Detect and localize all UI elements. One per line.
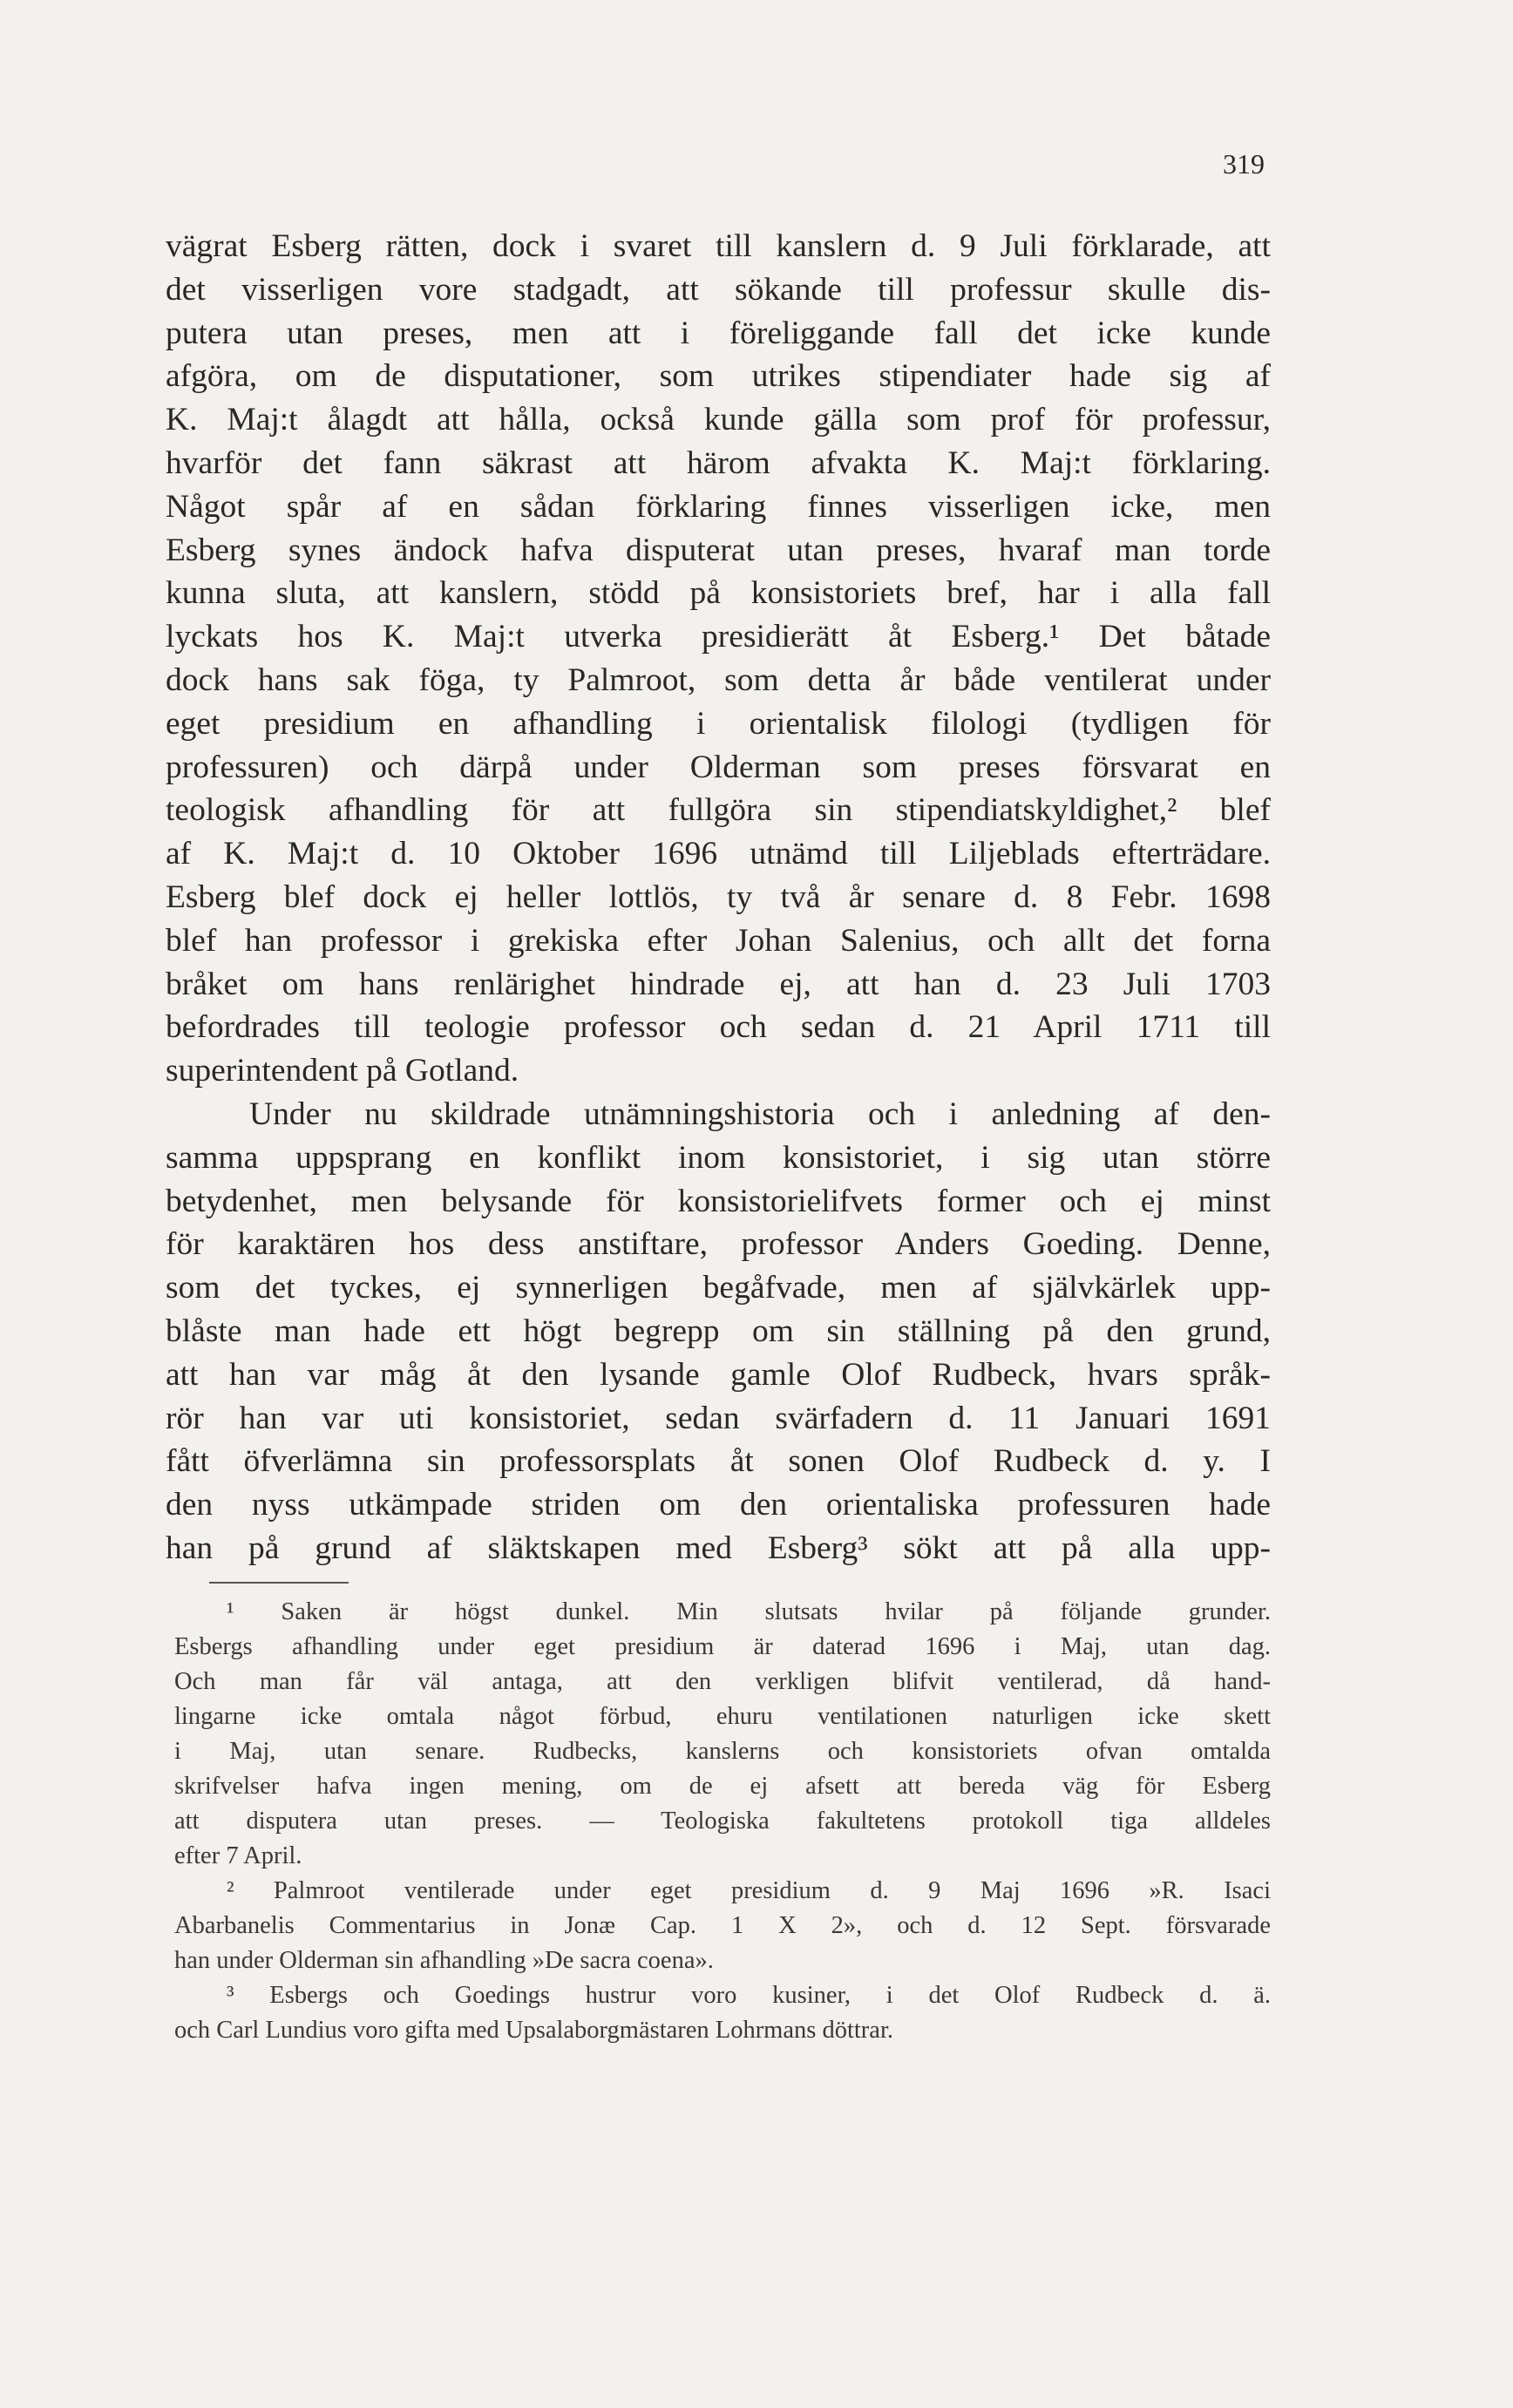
text-line: Esberg synes ändock hafva disputerat utan preses, hvaraf man torde [166,532,1271,568]
text-line: som det tyckes, ej synnerligen begåfvade, men af självkärlek upp- [166,1270,1271,1306]
footnote-divider [209,1582,349,1584]
footnote-line: och Carl Lundius voro gifta med Upsalaborgmästaren Lohrmans döttrar. [174,2017,893,2044]
text-line: afgöra, om de disputationer, som utrikes stipendiater hade sig af [166,358,1271,395]
text-line: rör han var uti konsistoriet, sedan svärfadern d. 11 Januari 1691 [166,1400,1271,1436]
footnote-line: han under Olderman sin afhandling »De sacra coena». [174,1947,714,1974]
text-line: blef han professor i grekiska efter Johan Salenius, och allt det forna [166,922,1271,959]
text-line: fått öfverlämna sin professorsplats åt sonen Olof Rudbeck d. y. I [166,1443,1271,1480]
text-line: K. Maj:t ålagdt att hålla, också kunde gälla som prof för professur, [166,402,1271,438]
text-line: af K. Maj:t d. 10 Oktober 1696 utnämd till Liljeblads efterträdare. [166,836,1271,872]
text-line: eget presidium en afhandling i orientalisk filologi (tydligen för [166,705,1271,742]
text-line: han på grund af släktskapen med Esberg³ sökt att på alla upp- [166,1530,1271,1566]
text-line: samma uppsprang en konflikt inom konsistoriet, i sig utan större [166,1139,1271,1176]
text-line: Något spår af en sådan förklaring finnes visserligen icke, men [166,488,1271,525]
footnote-line: lingarne icke omtala något förbud, ehuru ventilationen naturligen icke skett [174,1703,1271,1730]
footnote-line: ³ Esbergs och Goedings hustrur voro kusiner, i det Olof Rudbeck d. ä. [227,1982,1271,2009]
footnote-line: att disputera utan preses. — Teologiska fakultetens protokoll tiga alldeles [174,1808,1271,1835]
footnote-line: Abarbanelis Commentarius in Jonæ Cap. 1 X 2», och d. 12 Sept. försvarade [174,1912,1271,1939]
text-line: blåste man hade ett högt begrepp om sin ställning på den grund, [166,1313,1271,1349]
footnotes [174,1595,1271,2048]
text-line: den nyss utkämpade striden om den orientaliska professuren hade [166,1487,1271,1523]
text-line: för karaktären hos dess anstiftare, professor Anders Goeding. Denne, [166,1226,1271,1263]
text-line: lyckats hos K. Maj:t utverka presidierätt åt Esberg.¹ Det båtade [166,619,1271,655]
text-line: bråket om hans renlärighet hindrade ej, att han d. 23 Juli 1703 [166,966,1271,1002]
text-line: dock hans sak föga, ty Palmroot, som detta år både ventilerat under [166,661,1271,698]
footnote-line: ² Palmroot ventilerade under eget presidium d. 9 Maj 1696 »R. Isaci [227,1877,1271,1904]
text-line: professuren) och därpå under Olderman som preses försvarat en [166,749,1271,785]
footnote-line: ¹ Saken är högst dunkel. Min slutsats hvilar på följande grunder. [227,1598,1271,1625]
text-line: att han var måg åt den lysande gamle Olof Rudbeck, hvars språk- [166,1356,1271,1393]
footnote-line: i Maj, utan senare. Rudbecks, kanslerns och konsistoriets ofvan omtalda [174,1738,1271,1765]
text-line: kunna sluta, att kanslern, stödd på konsistoriets bref, har i alla fall [166,575,1271,612]
text-line: superintendent på Gotland. [166,1053,519,1089]
text-line: betydenhet, men belysande för konsistorielifvets former och ej minst [166,1183,1271,1219]
text-line: Esberg blef dock ej heller lottlös, ty två år senare d. 8 Febr. 1698 [166,878,1271,915]
footnote-line: efter 7 April. [174,1842,302,1869]
text-line: Under nu skildrade utnämningshistoria och i anledning af den- [249,1095,1271,1132]
text-line: putera utan preses, men att i föreliggande fall det icke kunde [166,315,1271,351]
page-number: 319 [1223,148,1265,180]
footnote-line: Och man får väl antaga, att den verkligen blifvit ventilerad, då hand- [174,1668,1271,1695]
text-line: befordrades till teologie professor och sedan d. 21 April 1711 till [166,1009,1271,1046]
text-line: hvarför det fann säkrast att härom afvakta K. Maj:t förklaring. [166,444,1271,481]
text-line: vägrat Esberg rätten, dock i svaret till kanslern d. 9 Juli förklarade, att [166,228,1271,264]
main-text [166,225,1271,1570]
text-line: teologisk afhandling för att fullgöra sin stipendiatskyldighet,² blef [166,792,1271,829]
text-line: det visserligen vore stadgadt, att sökande till professur skulle dis- [166,271,1271,308]
footnote-line: skrifvelser hafva ingen mening, om de ej afsett att bereda väg för Esberg [174,1773,1271,1800]
footnote-line: Esbergs afhandling under eget presidium är daterad 1696 i Maj, utan dag. [174,1633,1271,1660]
